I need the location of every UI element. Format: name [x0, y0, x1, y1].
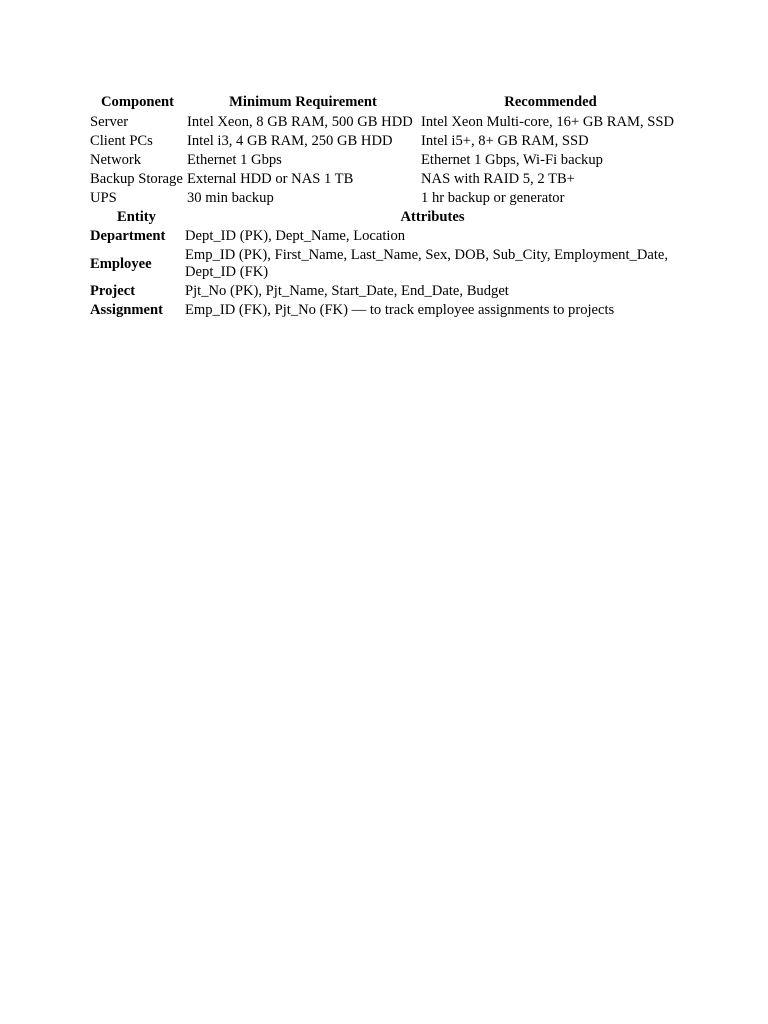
cell-attributes: Emp_ID (FK), Pjt_No (FK) — to track employee assignments to projects	[185, 302, 615, 318]
cell-recommended: Intel Xeon Multi-core, 16+ GB RAM, SSD	[421, 114, 675, 130]
cell-component: Server	[90, 114, 129, 130]
cell-recommended: NAS with RAID 5, 2 TB+	[421, 171, 575, 187]
cell-entity: Assignment	[90, 302, 163, 318]
cell-component: Network	[90, 152, 142, 168]
table-row	[88, 246, 680, 282]
cell-recommended: Intel i5+, 8+ GB RAM, SSD	[421, 133, 589, 149]
table-row	[88, 132, 680, 151]
column-header-entity: Entity	[117, 209, 156, 225]
document-page	[88, 92, 680, 320]
table-row	[88, 282, 680, 301]
table-row	[88, 151, 680, 170]
cell-entity: Project	[90, 283, 136, 299]
cell-minimum: External HDD or NAS 1 TB	[187, 171, 354, 187]
cell-component: UPS	[90, 190, 117, 206]
entity-attributes-table	[88, 208, 680, 320]
cell-entity: Employee	[90, 255, 152, 272]
cell-minimum: Intel i3, 4 GB RAM, 250 GB HDD	[187, 133, 393, 149]
cell-minimum: Ethernet 1 Gbps	[187, 152, 282, 168]
hardware-requirements-table	[88, 92, 680, 208]
cell-attributes: Pjt_No (PK), Pjt_Name, Start_Date, End_Date, Budget	[185, 283, 509, 299]
table-header-row	[88, 92, 680, 113]
column-header-component: Component	[101, 94, 174, 110]
cell-attributes: Emp_ID (PK), First_Name, Last_Name, Sex, DOB, Sub_City, Employment_Date, Dept_ID (FK)	[185, 247, 669, 280]
table-row	[88, 189, 680, 208]
cell-component: Client PCs	[90, 133, 153, 149]
column-header-recommended: Recommended	[504, 94, 597, 110]
cell-recommended: Ethernet 1 Gbps, Wi-Fi backup	[421, 152, 603, 168]
table-header-row	[88, 208, 680, 227]
cell-recommended: 1 hr backup or generator	[421, 190, 565, 206]
table-row	[88, 301, 680, 320]
cell-component: Backup Storage	[90, 171, 183, 187]
table-row	[88, 113, 680, 132]
cell-attributes: Dept_ID (PK), Dept_Name, Location	[185, 228, 406, 244]
cell-minimum: 30 min backup	[187, 190, 274, 206]
cell-minimum: Intel Xeon, 8 GB RAM, 500 GB HDD	[187, 114, 413, 130]
column-header-attributes: Attributes	[400, 209, 465, 225]
table-row	[88, 227, 680, 246]
table-row	[88, 170, 680, 189]
cell-entity: Department	[90, 228, 166, 244]
column-header-minimum: Minimum Requirement	[229, 94, 377, 110]
